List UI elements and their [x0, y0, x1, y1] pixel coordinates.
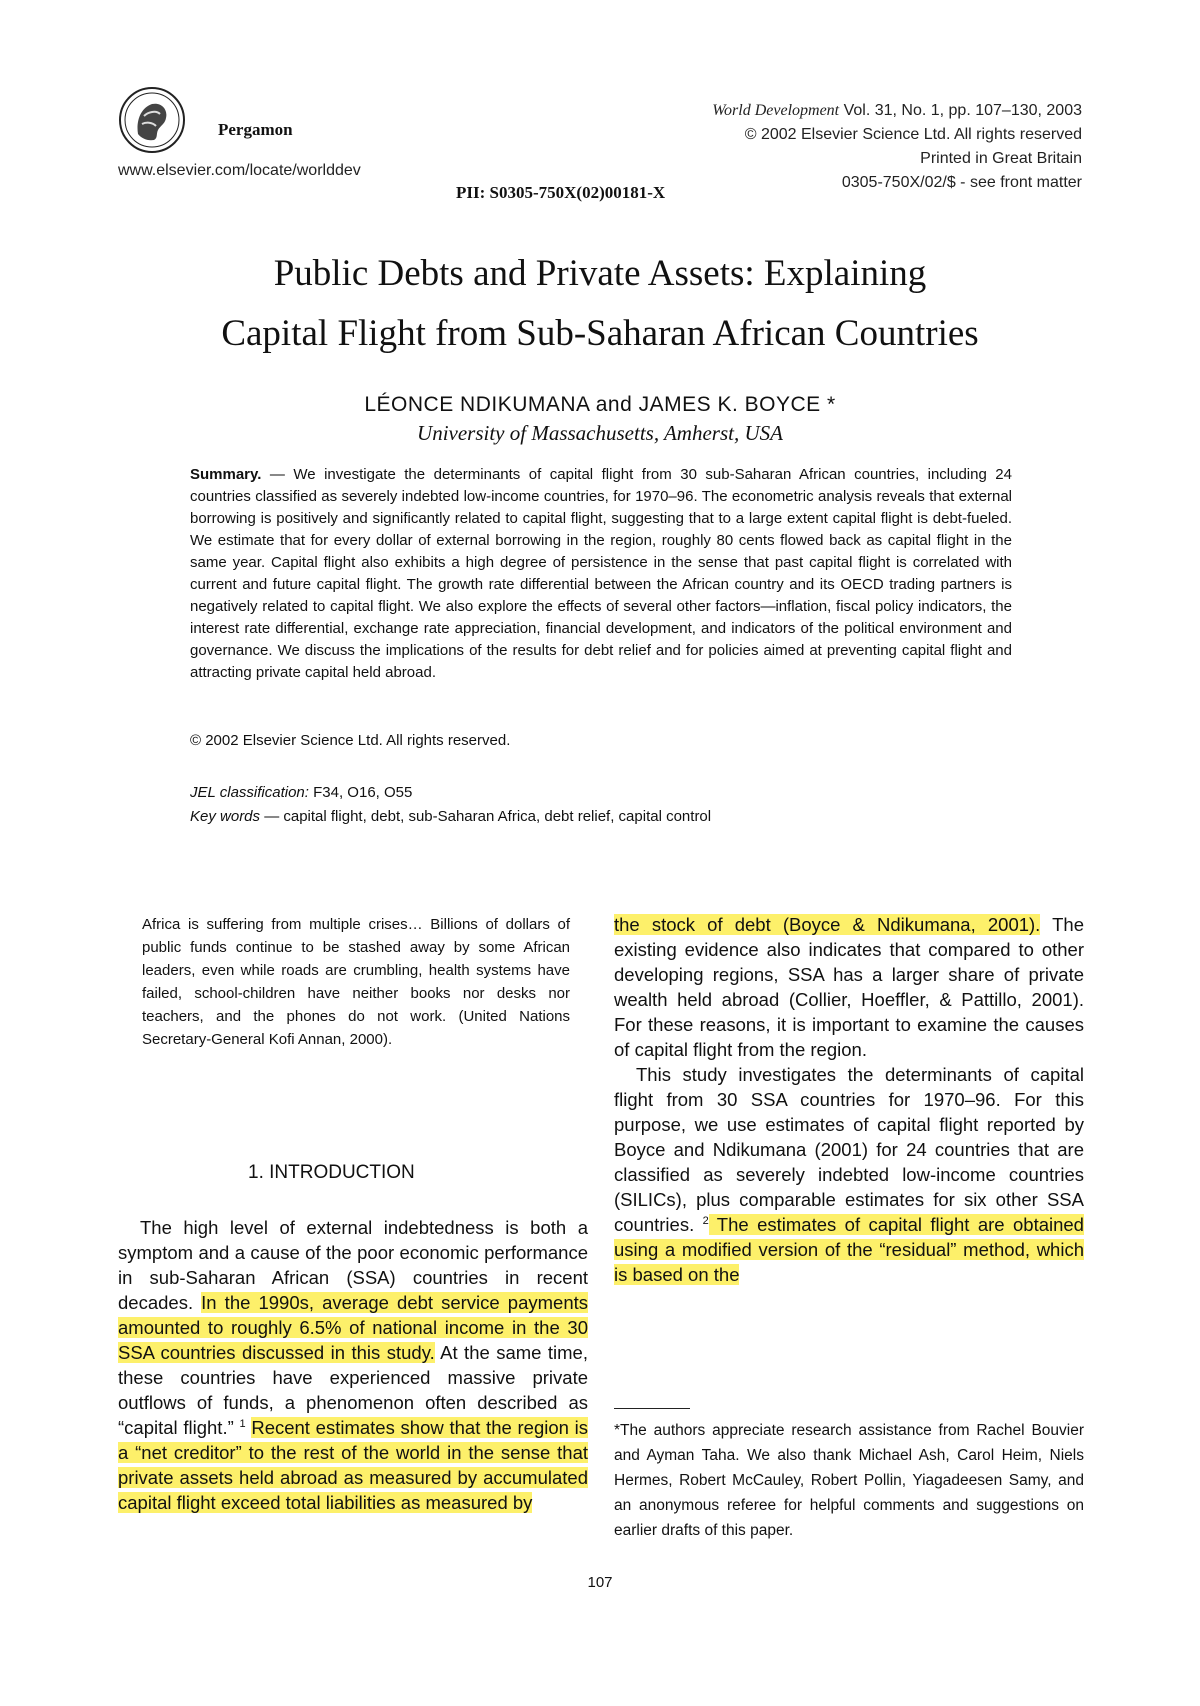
issn-line: 0305-750X/02/$ - see front matter [841, 174, 1082, 191]
epigraph: Africa is suffering from multiple crises… Billions of dollars of public funds continue to be stashed away by some African leaders, even while roads are crumbling, health systems have failed, school-children have neither books nor desks nor teachers, and the phones do not work. (United Nations Secretary-General Kofi Annan, 2000). [142, 916, 570, 1048]
text-run: At the same time, these countries have experienced massive private outflows of funds, a phenomenon often described as “capital flight.” [118, 1342, 588, 1438]
publisher-logo [118, 86, 186, 154]
text-run: The existing evidence also indicates that compared to other developing regions, SSA has a larger share of private wealth held abroad (Collier, Hoeffler, & Pattillo, 2001). For these reasons, it is important to examine the causes of capital flight from the region. [614, 914, 1085, 1060]
journal-url[interactable]: www.elsevier.com/locate/worlddev [118, 162, 361, 179]
title-line-1: Public Debts and Private Assets: Explaining [273, 253, 927, 294]
pii: PII: S0305-750X(02)00181-X [456, 183, 666, 202]
journal-citation [712, 99, 1082, 123]
abstract-copyright: © 2002 Elsevier Science Ltd. All rights reserved. [190, 732, 511, 749]
right-column [614, 912, 1084, 1287]
title-line-2: Capital Flight from Sub-Saharan African Countries [221, 313, 979, 354]
footnote-ref[interactable]: 1 [239, 1417, 246, 1430]
footnote-marker: * [614, 1422, 621, 1439]
article-title [0, 244, 1200, 364]
publisher-name: Pergamon [218, 120, 293, 139]
highlight: Recent estimates show that the region is a “net creditor” to the rest of the world in the sense that private assets held abroad as measured by accumulated capital flight exceed total liabilities as measured by [118, 1417, 589, 1513]
highlight: In the 1990s, average debt service payments amounted to roughly 6.5% of national income in the 30 SSA countries discussed in this study. [118, 1292, 588, 1363]
abstract-text: — We investigate the determinants of capital flight from 30 sub-Saharan African countries, including 24 countries classified as severely indebted low-income countries, for 1970–96. The econometric analysis reveals that external borrowing is positively and significantly related to capital flight, suggesting that to a large extent capital flight is debt-fueled. We estimate that for every dollar of external borrowing in the region, roughly 80 cents flowed back as capital flight in the same year. Capital flight also exhibits a high degree of persistence in the sense that past capital flight is correlated with current and future capital flight. The growth rate differential between the African country and its OECD trading partners is negatively related to capital flight. We also explore the effects of several other factors—inflation, fiscal policy indicators, the interest rate differential, exchange rate appreciation, financial development, and indicators of the political environment and governance. We discuss the implications of the results for debt relief and for policies aimed at preventing capital flight and attracting private capital held abroad. [190, 466, 1012, 681]
jel-value: F34, O16, O55 [308, 784, 413, 801]
copyright-line: © 2002 Elsevier Science Ltd. All rights reserved [744, 126, 1082, 143]
highlight: the stock of debt (Boyce & Ndikumana, 2001). [614, 914, 1041, 935]
abstract [190, 464, 1012, 684]
left-column [118, 1215, 588, 1515]
section-heading: 1. INTRODUCTION [248, 1162, 415, 1183]
page-number: 107 [587, 1574, 613, 1591]
jel-classification [190, 784, 412, 801]
journal-name: World Development [712, 102, 840, 119]
jel-label: JEL classification: [190, 784, 309, 801]
footnote-rule [614, 1408, 690, 1409]
printed-line: Printed in Great Britain [920, 150, 1082, 167]
journal-info [712, 99, 1082, 195]
intro-paragraph-1-cont [614, 912, 1084, 1062]
keywords [190, 808, 711, 825]
journal-issue: Vol. 31, No. 1, pp. 107–130, 2003 [843, 102, 1082, 119]
footnote-ref[interactable]: 2 [702, 1214, 709, 1227]
text-run: The high level of external indebtedness is both a symptom and a cause of the poor economic performance in sub-Saharan African (SSA) countries in recent decades. [118, 1217, 588, 1313]
intro-paragraph-2 [614, 1062, 1084, 1287]
authors: LÉONCE NDIKUMANA and JAMES K. BOYCE * [364, 393, 836, 416]
intro-paragraph-1 [118, 1215, 588, 1515]
highlight: The estimates of capital flight are obtained using a modified version of the “residual” method, which is based on the [614, 1214, 1084, 1285]
abstract-lead: Summary. [190, 466, 262, 483]
footnote-text: The authors appreciate research assistance from Rachel Bouvier and Ayman Taha. We also thank Michael Ash, Carol Heim, Niels Hermes, Robert McCauley, Robert Pollin, Yiagadeesen Samy, and an anonymous referee for helpful comments and suggestions on earlier drafts of this paper. [614, 1422, 1084, 1539]
text-run: This study investigates the determinants of capital flight from 30 SSA countries for 1970–96. For this purpose, we use estimates of capital flight reported by Boyce and Ndikumana (2001) for 24 countries that are classified as severely indebted low-income countries (SILICs), plus comparable estimates for six other SSA countries. [614, 1064, 1084, 1235]
affiliation: University of Massachusetts, Amherst, USA [417, 421, 783, 445]
keywords-label: Key words [190, 808, 261, 825]
author-footnote [614, 1418, 1084, 1543]
keywords-value: — capital flight, debt, sub-Saharan Africa, debt relief, capital control [260, 808, 712, 825]
